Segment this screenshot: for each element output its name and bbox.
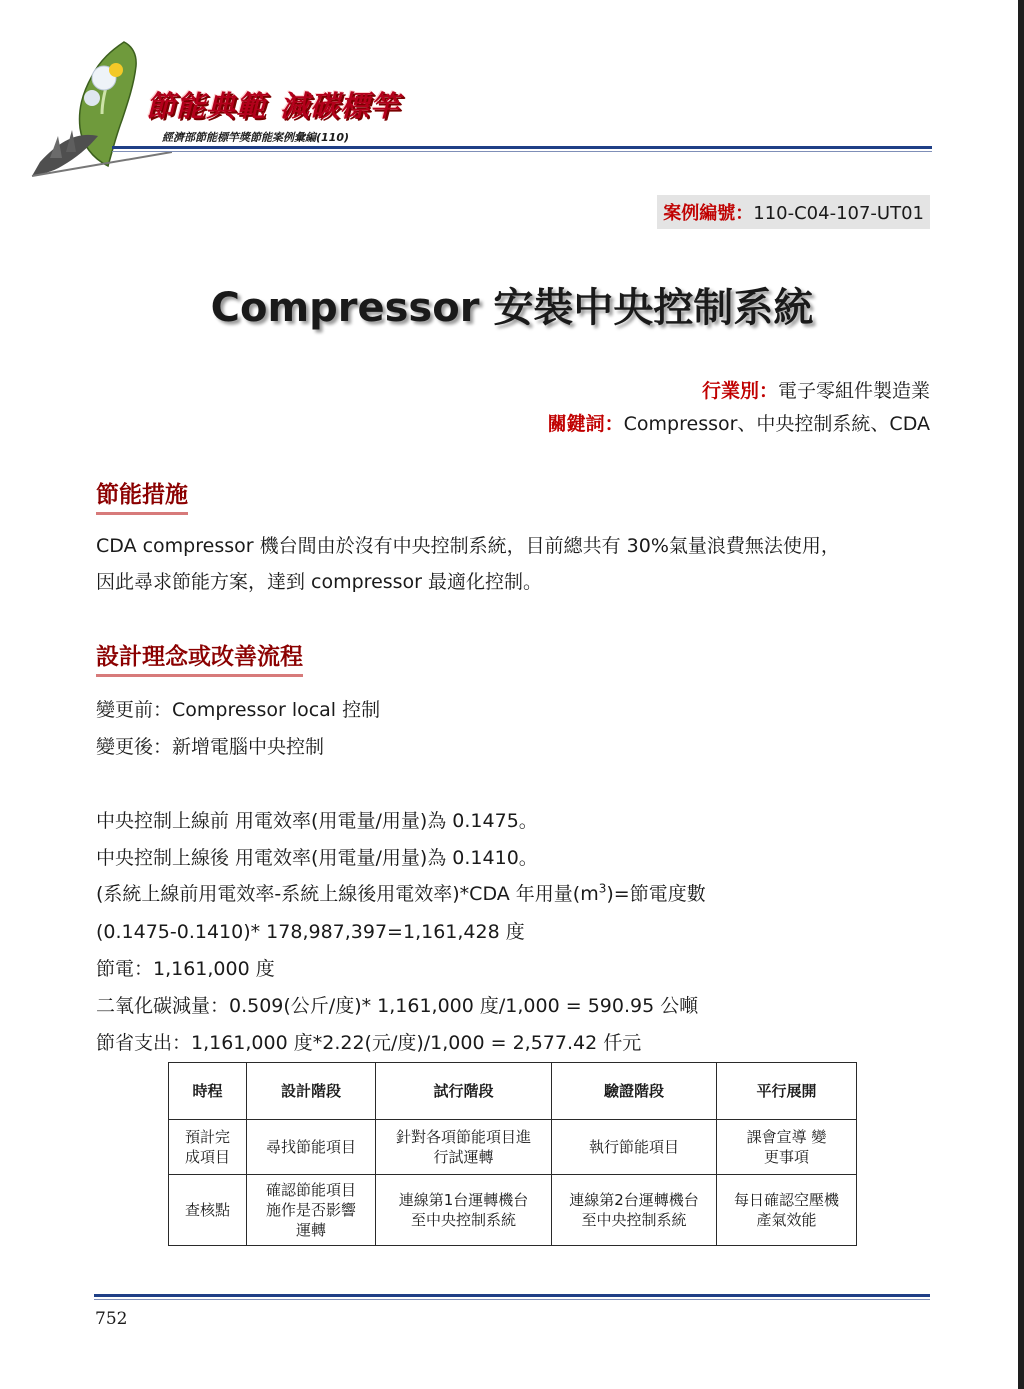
- footer-rule-thin: [94, 1299, 930, 1300]
- header-subtitle: 經濟部節能標竿獎節能案例彙編(110): [162, 131, 350, 144]
- measures-line-2: 因此尋求節能方案，達到 compressor 最適化控制。: [96, 571, 543, 593]
- case-number: [657, 195, 930, 229]
- brand-slogan: [146, 84, 400, 125]
- table-cell: 針對各項節能項目進 行試運轉: [376, 1120, 552, 1175]
- schedule-table: [168, 1062, 857, 1246]
- industry-label: 行業別：: [701, 380, 778, 402]
- calc-line-1: 中央控制上線前 用電效率(用電量/用量)為 0.1475。: [96, 810, 538, 832]
- table-header-row: [169, 1063, 857, 1120]
- keywords-line: [548, 409, 930, 436]
- table-header-cell: 設計階段: [247, 1063, 376, 1120]
- table-cell: 尋找節能項目: [247, 1120, 376, 1175]
- calc-line-3: [96, 879, 706, 906]
- before-change-line: 變更前：Compressor local 控制: [96, 699, 381, 721]
- measures-paragraph: [96, 528, 840, 600]
- header-rule-thin: [112, 151, 932, 152]
- after-change-line: 變更後：新增電腦中央控制: [96, 736, 325, 758]
- calc-line-6: 二氧化碳減量：0.509(公斤/度)* 1,161,000 度/1,000 = 590.95 公噸: [96, 995, 699, 1017]
- calc-line-3-sup: 3: [598, 881, 607, 896]
- calc-line-7: 節省支出：1,161,000 度*2.22(元/度)/1,000 = 2,577.42 仟元: [96, 1032, 642, 1054]
- keywords-value: Compressor、中央控制系統、CDA: [623, 413, 930, 435]
- table-cell: 課會宣導 變 更事項: [717, 1120, 857, 1175]
- brand-slogan-part1: 節能典範: [146, 89, 267, 123]
- case-number-label: 案例編號：: [663, 203, 754, 224]
- page-title: Compressor 安裝中央控制系統: [210, 285, 814, 331]
- calc-line-3-b: )=節電度數: [606, 883, 706, 905]
- table-cell: 預計完 成項目: [169, 1120, 247, 1175]
- section-heading-measures: 節能措施: [96, 476, 188, 515]
- table-cell: 每日確認空壓機 產氣效能: [717, 1175, 857, 1246]
- table-cell: 執行節能項目: [552, 1120, 717, 1175]
- table-cell: 查核點: [169, 1175, 247, 1246]
- case-number-value: 110-C04-107-UT01: [753, 203, 924, 224]
- industry-line: [702, 376, 930, 403]
- calc-line-3-a: (系統上線前用電效率-系統上線後用電效率)*CDA 年用量(m: [96, 883, 599, 905]
- table-row: [169, 1175, 857, 1246]
- table-header-cell: 驗證階段: [552, 1063, 717, 1120]
- table-header-cell: 平行展開: [717, 1063, 857, 1120]
- brand-slogan-part2: 減碳標竿: [280, 89, 401, 123]
- calc-line-4: (0.1475-0.1410)* 178,987,397=1,161,428 度: [96, 921, 525, 943]
- table-row: [169, 1120, 857, 1175]
- page-number: 752: [95, 1309, 128, 1329]
- page-edge: [1018, 0, 1024, 1389]
- footer-rule: [94, 1294, 930, 1297]
- table-cell: 連線第2台運轉機台 至中央控制系統: [552, 1175, 717, 1246]
- calc-line-2: 中央控制上線後 用電效率(用電量/用量)為 0.1410。: [96, 847, 538, 869]
- measures-line-1: CDA compressor 機台間由於沒有中央控制系統，目前總共有 30%氣量浪費無法使用，: [96, 535, 840, 557]
- table-header-cell: 試行階段: [376, 1063, 552, 1120]
- keywords-label: 關鍵詞：: [547, 413, 624, 435]
- table-cell: 連線第1台運轉機台 至中央控制系統: [376, 1175, 552, 1246]
- industry-value: 電子零組件製造業: [777, 380, 930, 402]
- header-rule: [112, 146, 932, 149]
- section-heading-design: 設計理念或改善流程: [96, 638, 303, 677]
- table-cell: 確認節能項目 施作是否影響 運轉: [247, 1175, 376, 1246]
- calc-line-5: 節電：1,161,000 度: [96, 958, 275, 980]
- table-header-cell: 時程: [169, 1063, 247, 1120]
